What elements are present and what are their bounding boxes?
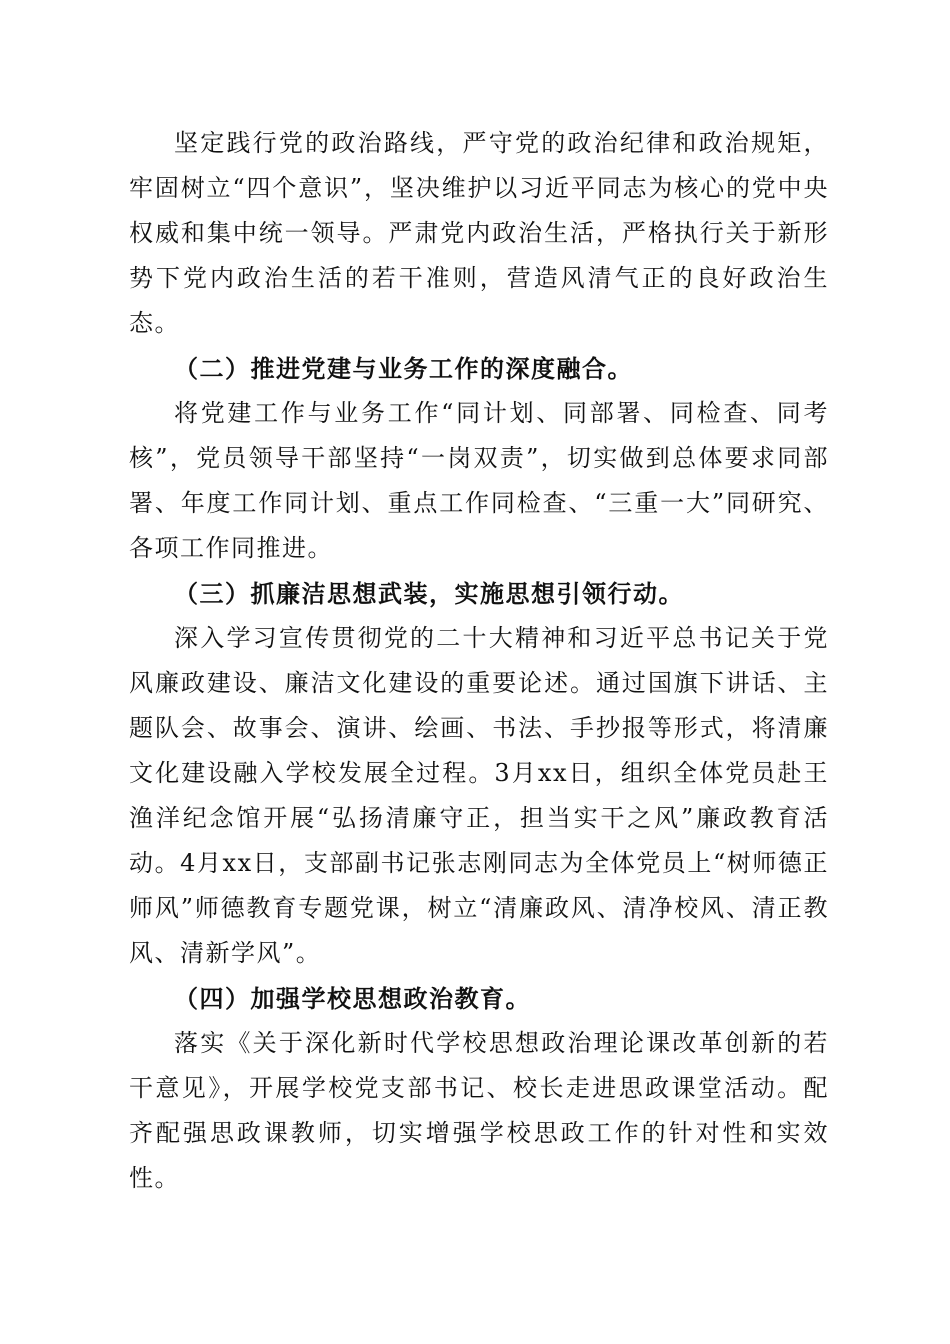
heading-section-4: （四）加强学校思想政治教育。 — [174, 984, 531, 1013]
paragraph-integrity-education: 深入学习宣传贯彻党的二十大精神和习近平总书记关于党风廉政建设、廉洁文化建设的重要论述。通过国旗下讲话、主题队会、故事会、演讲、绘画、书法、手抄报等形式，将清廉文化建设融入学校发展全过程。3月xx日，组织全体党员赴王渔洋纪念馆开展“弘扬清廉守正，担当实干之风”廉政教育活动。4月xx日，支部副书记张志刚同志为全体党员上“树师德正师风”师德教育专题党课，树立“清廉政风、清净校风、清正教风、清新学风”。 — [129, 624, 829, 967]
document-body — [129, 121, 829, 1201]
paragraph-political-line: 坚定践行党的政治路线，严守党的政治纪律和政治规矩，牢固树立“四个意识”，坚决维护以习近平同志为核心的党中央权威和集中统一领导。严肃党内政治生活，严格执行关于新形势下党内政治生活的若干准则，营造风清气正的良好政治生态。 — [129, 129, 829, 337]
heading-section-3: （三）抓廉洁思想武装，实施思想引领行动。 — [174, 579, 684, 608]
paragraph-party-business-integration: 将党建工作与业务工作“同计划、同部署、同检查、同考核”，党员领导干部坚持“一岗双责”，切实做到总体要求同部署、年度工作同计划、重点工作同检查、“三重一大”同研究、各项工作同推进。 — [129, 399, 829, 562]
paragraph-ideological-education: 落实《关于深化新时代学校思想政治理论课改革创新的若干意见》，开展学校党支部书记、校长走进思政课堂活动。配齐配强思政课教师，切实增强学校思政工作的针对性和实效性。 — [129, 1029, 829, 1192]
heading-section-2: （二）推进党建与业务工作的深度融合。 — [174, 354, 633, 383]
